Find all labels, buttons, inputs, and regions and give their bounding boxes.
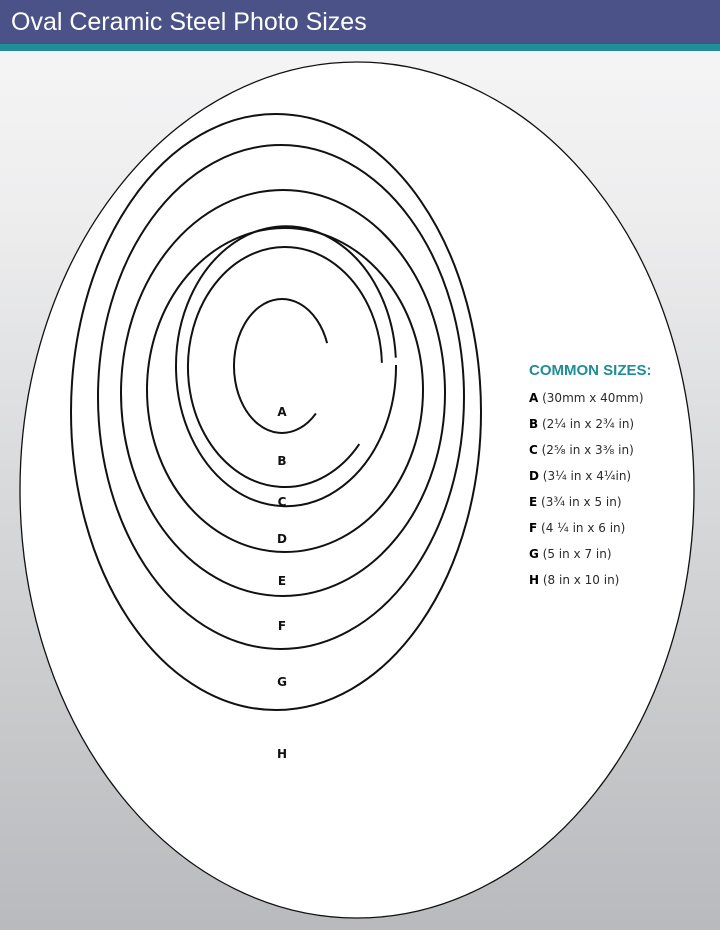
legend-size: (4 ¼ in x 6 in) — [537, 521, 626, 535]
legend-letter: G — [529, 547, 539, 561]
legend-letter: B — [529, 417, 539, 431]
common-sizes-legend — [529, 361, 709, 598]
legend-size: (3¾ in x 5 in) — [537, 495, 622, 509]
legend-item-a — [529, 390, 709, 416]
legend-item-b — [529, 416, 709, 442]
legend-item-e — [529, 494, 709, 520]
legend-letter: H — [529, 573, 540, 587]
oval-h-label: H — [276, 747, 288, 761]
legend-size: (5 in x 7 in) — [538, 547, 612, 561]
legend-item-f — [529, 520, 709, 546]
oval-d-label: D — [277, 532, 287, 546]
legend-item-c — [529, 442, 709, 468]
legend-size: (2¼ in x 2¾ in) — [538, 417, 635, 431]
legend-item-h — [529, 572, 709, 598]
legend-item-g — [529, 546, 709, 572]
page-title: Oval Ceramic Steel Photo Sizes — [11, 8, 367, 36]
oval-g-label: G — [277, 675, 287, 689]
oval-a-label: A — [277, 405, 287, 419]
legend-letter: D — [529, 469, 539, 483]
legend-size: (30mm x 40mm) — [538, 391, 644, 405]
legend-list — [529, 390, 709, 598]
oval-b-label: B — [277, 454, 287, 468]
legend-title: COMMON SIZES: — [529, 362, 652, 379]
legend-size: (3¼ in x 4¼in) — [538, 469, 632, 483]
legend-size: (8 in x 10 in) — [539, 573, 620, 587]
legend-item-d — [529, 468, 709, 494]
legend-letter: C — [529, 443, 538, 457]
oval-e-label: E — [277, 574, 287, 588]
oval-c-label: C — [277, 495, 287, 509]
legend-letter: E — [529, 495, 538, 509]
legend-size: (2⁵⁄₈ in x 3³⁄₈ in) — [537, 443, 634, 457]
legend-letter: F — [529, 521, 538, 535]
oval-f-label: F — [277, 619, 287, 633]
legend-letter: A — [529, 391, 539, 405]
